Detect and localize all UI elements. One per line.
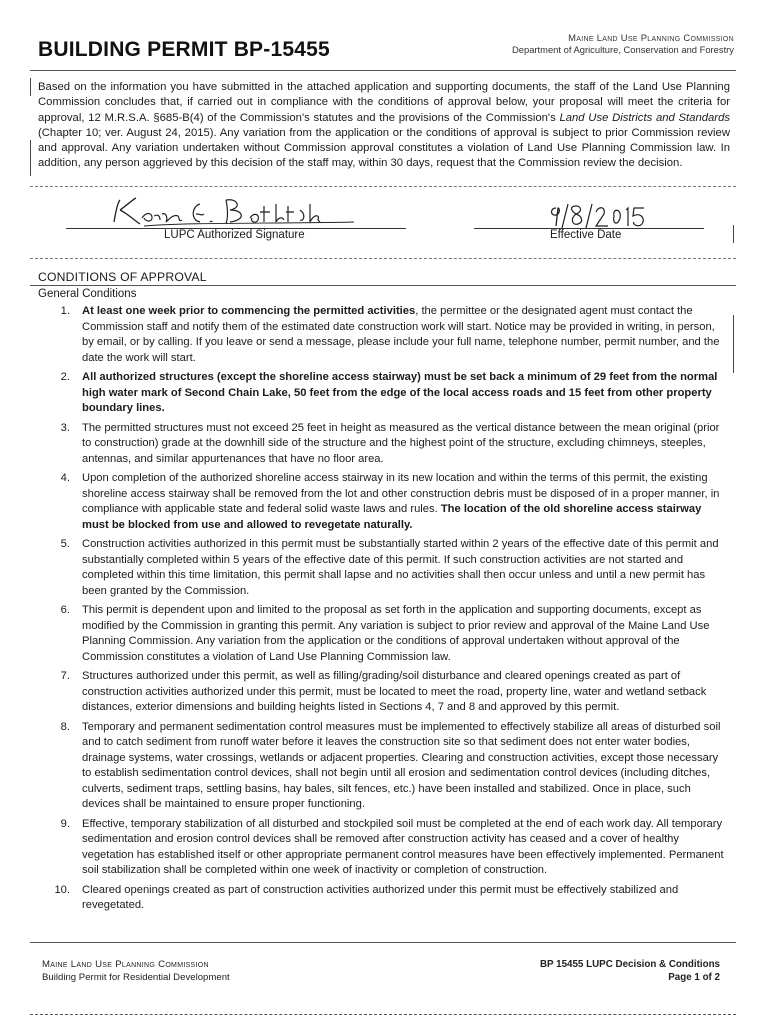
condition-item [44, 421, 728, 468]
page-number: Page 1 of 2 [668, 972, 720, 983]
condition-text: Effective, temporary stabilization of all disturbed and stockpiled soil must be completed at the end of each work day. All temporary sedimentation and erosion control devices shall be removed after construction activity has ceased and a cover of healthy vegetation has established itself or other appropriate permanent control measures have been effectively implemented. Permanent soil stabilization shall be completed within one week of inactivity or completion of construction. [82, 817, 724, 876]
condition-number: 7. [60, 670, 70, 682]
header-rule [30, 70, 736, 71]
condition-text: Upon completion of the authorized shoreline access stairway in its new location and within the terms of this permit, the existing shoreline access stairway shall be removed from the lot and other construction debris must be disposed of in a proper manner, in compliance with applicable state and federal solid waste laws and rules. [82, 472, 720, 515]
left-margin-bar [30, 140, 31, 176]
conditions-list [44, 304, 728, 918]
handwritten-signature [104, 192, 364, 232]
condition-number: 10. [54, 883, 70, 896]
handwritten-date [514, 200, 664, 230]
signature-top-dash [30, 186, 736, 187]
condition-number: 9. [60, 817, 70, 830]
condition-bold-text: All authorized structures (except the shoreline access stairway) must be set back a minimum of 29 feet from the normal high water mark of Second Chain Lake, 50 feet from the edge of the local access roads and 15 feet from other property boundary lines. [82, 371, 718, 414]
conditions-heading: CONDITIONS OF APPROVAL [38, 270, 207, 284]
intro-text-cont: (Chapter 10; ver. August 24, 2015). Any variation from the application or the conditions of approval is subject to prior Commission review and approval. Any variation undertaken without Commission approval constitutes a violation of Land Use Planning Commission law. In addition, any person aggrieved by this decision of the staff may, within 30 days, request that the Commission review the decision. [38, 126, 730, 170]
condition-bold-end: The location of the old shoreline access stairway must be blocked from use and allowed to revegetate naturally. [82, 503, 702, 531]
conditions-rule [30, 285, 736, 286]
condition-number: 6. [60, 604, 70, 616]
condition-text: Cleared openings created as part of construction activities authorized under this permit must be effectively stabilized and revegetated. [82, 883, 679, 911]
condition-number: 4. [60, 472, 70, 484]
condition-item [44, 471, 728, 533]
intro-paragraph [38, 80, 730, 172]
general-conditions-subheading: General Conditions [38, 288, 137, 300]
signature-bottom-dash [30, 258, 736, 259]
footer-left [42, 958, 230, 984]
department-name: Department of Agriculture, Conservation and Forestry [512, 44, 734, 55]
footer-doc-title: BP 15455 LUPC Decision & Conditions [539, 959, 720, 970]
condition-item [44, 537, 728, 599]
footer-rule [30, 942, 736, 943]
right-margin-bar [733, 315, 734, 373]
condition-item [44, 817, 728, 879]
condition-text: Construction activities authorized in this permit must be substantially started within 2 years of the effective date of this permit and substantially completed within 5 years of the effective date of this permit. If such construction activities are not started and completed within this time limitation, this permit shall lapse and no activities shall then occur unless and until a new permit has been granted by the Commission. [82, 538, 719, 597]
condition-number: 8. [60, 720, 70, 733]
condition-item [44, 370, 728, 417]
condition-text: Temporary and permanent sedimentation control measures must be implemented to effectively stabilize all areas of disturbed soil and to catch sediment from runoff water before it leaves the construction site so that sediment does not enter water bodies, drainage systems, water crossings, wetlands or adjacent properties. Clearing and construction activities, except those necessary to establish sedimentation control devices, shall not begin until all erosion and sedimentation control devices (including ditches, culverts, sediment traps, settling basins, hay bales, silt fences, etc.) have been installed and stabilized. Once in place, such devices shall be maintained to ensure proper functioning. [82, 720, 721, 810]
condition-item [44, 883, 728, 914]
condition-item [44, 669, 728, 716]
condition-number: 2. [60, 371, 70, 383]
page-header [34, 30, 734, 70]
signature-area [34, 190, 736, 250]
condition-item [44, 603, 728, 665]
condition-number: 3. [60, 421, 70, 434]
intro-text: Based on the information you have submitted in the attached application and supporting documents, the staff of the Land Use Planning Commission concludes that, if carried out in compliance with the conditions of approval below, your proposal will meet the criteria for approval, 12 M.R.S.A. §685-B(4) of the Commission's statutes and the provisions of the Commission's [38, 81, 730, 124]
left-margin-bar [30, 78, 31, 96]
intro-italic-title: Land Use Districts and Standards [559, 111, 730, 124]
condition-text: Structures authorized under this permit, as well as filling/grading/soil disturbance and cleared openings created as part of construction activities authorized under this permit, must be located to meet the road, property line, water and wetland setback distances, exterior dimensions and building heights listed in Sections 4, 7 and 8 and approved by this permit. [82, 670, 707, 713]
agency-name: Maine Land Use Planning Commission [568, 32, 734, 43]
footer-right [540, 958, 720, 984]
condition-text: This permit is dependent upon and limited to the proposal as set forth in the application and supporting documents, except as modified by the Commission in granting this permit. Any variation is subject to prior review and approval of the Maine Land Use Planning Commission. Any variation from the application or the conditions of approval undertaken without approval of the Commission constitutes a violation of Land Use Planning Commission law. [82, 604, 710, 663]
condition-item [44, 304, 728, 366]
condition-text: , the permittee or the designated agent must contact the Commission staff and notify them of the estimated date construction work will start. Notice may be provided in writing, in person, by email, or by calling. If you leave or send a message, please include your full name, telephone number, permit number, and the date the work will start. [82, 305, 720, 364]
agency-block [512, 32, 734, 56]
condition-bold-text: At least one week prior to commencing the permitted activities [82, 305, 416, 317]
date-caption: Effective Date [550, 229, 622, 241]
footer-permit-type: Building Permit for Residential Development [42, 972, 230, 983]
permit-title: BUILDING PERMIT BP-15455 [38, 38, 330, 61]
condition-number: 5. [60, 538, 70, 550]
condition-number: 1. [60, 305, 70, 317]
condition-item [44, 720, 728, 813]
condition-text: The permitted structures must not exceed 25 feet in height as measured as the vertical distance between the mean original (prior to construction) grade at the downhill side of the structure and the highest point of the structure, excluding chimneys, steeples, antennas, and similar appurtenances that have no floor area. [82, 421, 720, 465]
bottom-dash [30, 1014, 736, 1015]
signature-caption: LUPC Authorized Signature [164, 229, 305, 241]
footer-agency: Maine Land Use Planning Commission [42, 959, 209, 970]
